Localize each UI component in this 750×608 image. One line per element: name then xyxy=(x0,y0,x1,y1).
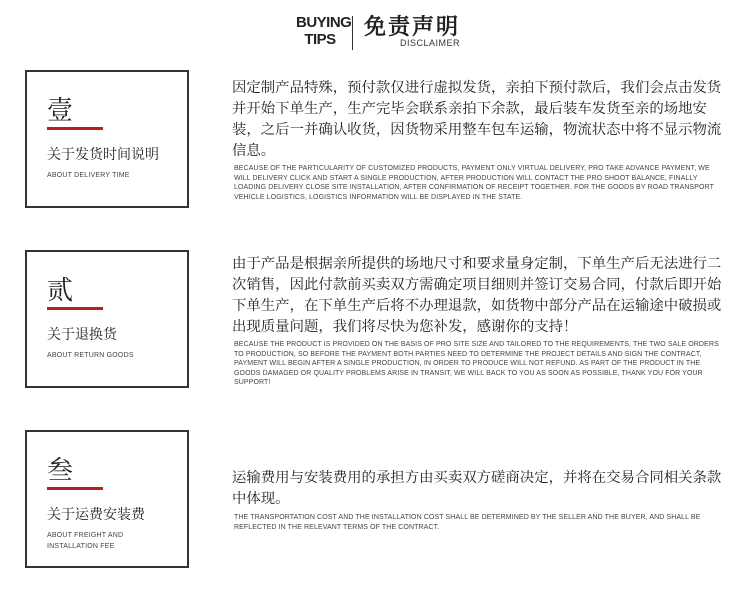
header-divider xyxy=(352,16,353,50)
section-title-en: ABOUT RETURN GOODS xyxy=(47,352,134,359)
section-title-cn: 关于发货时间说明 xyxy=(47,147,159,163)
section-label-box xyxy=(25,250,189,388)
accent-bar xyxy=(47,307,103,310)
accent-bar xyxy=(47,487,103,490)
page-subtitle: DISCLAIMER xyxy=(400,38,461,48)
section-body-en: BECAUSE OF THE PARTICULARITY OF CUSTOMIZED PRODUCTS, PAYMENT ONLY VIRTUAL DELIVERY, PRO TAKE ADVANCE PAYMENT, WE WILL DELIVERY CLICK AND START A SINGLE PRODUCTION, AFTER PRODUCTION WILL CONTACT THE PRO SHOOT BALANCE, FINALLY LOADING DELIVERY CLOSE SITE INSTALLATION, AFTER CONFIRMATION OF RECEIPT TOGETHER. FOR THE GOODS BY ROAD TRANSPORT VEHICLE LOGISTICS, LOGISTICS INFORMATION WILL BE DISPLAYED IN THE STATE. xyxy=(234,165,714,201)
section-body-cn: 因定制产品特殊，预付款仅进行虚拟发货，亲拍下预付款后，我们会点击发货并开始下单生产，生产完毕会联系亲拍下余款，最后装车发货至亲的场地安装，之后一并确认收货，因货物采用整车包车运输，物流状态中将不显示物流信息。 xyxy=(232,80,722,159)
section-label-box xyxy=(25,430,189,568)
section-title-en: ABOUT DELIVERY TIME xyxy=(47,172,130,179)
tips-text: TIPS xyxy=(304,31,336,48)
section-numeral: 壹 xyxy=(47,96,74,126)
section-body-cn: 运输费用与安装费用的承担方由买卖双方磋商决定，并将在交易合同相关条款中体现。 xyxy=(232,470,722,507)
section-numeral: 贰 xyxy=(47,276,74,306)
buying-text: BUYING xyxy=(296,14,352,31)
section-body-en: THE TRANSPORTATION COST AND THE INSTALLATION COST SHALL BE DETERMINED BY THE SELLER AND THE BUYER, AND SHALL BE REFLECTED IN THE RELEVANT TERMS OF THE CONTRACT. xyxy=(234,514,701,531)
page-title: 免责声明 xyxy=(364,14,461,40)
accent-bar xyxy=(47,127,103,130)
section-title-en: ABOUT FREIGHT AND INSTALLATION FEE xyxy=(47,532,124,550)
section-body-cn: 由于产品是根据亲所提供的场地尺寸和要求量身定制，下单生产后无法进行二次销售，因此付款前买卖双方需确定项目细则并签订交易合同，付款后即开始下单生产，在下单生产后将不办理退款，如货物中部分产品在运输途中破损或出现质量问题，我们将尽快为您补发，感谢你的支持！ xyxy=(232,256,722,335)
section-title-cn: 关于退换货 xyxy=(47,327,117,343)
section-numeral: 叁 xyxy=(47,456,74,486)
header xyxy=(0,12,750,52)
buying-tips-label xyxy=(296,14,352,48)
section-body-en: BECAUSE THE PRODUCT IS PROVIDED ON THE BASIS OF PRO SITE SIZE AND TAILORED TO THE REQUIREMENTS, THE TWO SALE ORDERS TO PRODUCTION, SO BEFORE THE PAYMENT BOTH PARTIES NEED TO DETERMINE THE PROJECT DETAILS AND SIGN THE CONTRACT, PAYMENT WILL BEGIN AFTER A SINGLE PRODUCTION, IN ORDER TO PRODUCE WILL NOT REFUND. AS PART OF THE PRODUCT IN THE GOODS DAMAGED OR QUALITY PROBLEMS ARISE IN TRANSIT, WE WILL BACK TO YOU AS SOON AS POSSIBLE, THANK YOU FOR YOUR SUPPORT! xyxy=(234,341,719,386)
section-title-cn: 关于运费安装费 xyxy=(47,507,145,523)
section-label-box xyxy=(25,70,189,208)
